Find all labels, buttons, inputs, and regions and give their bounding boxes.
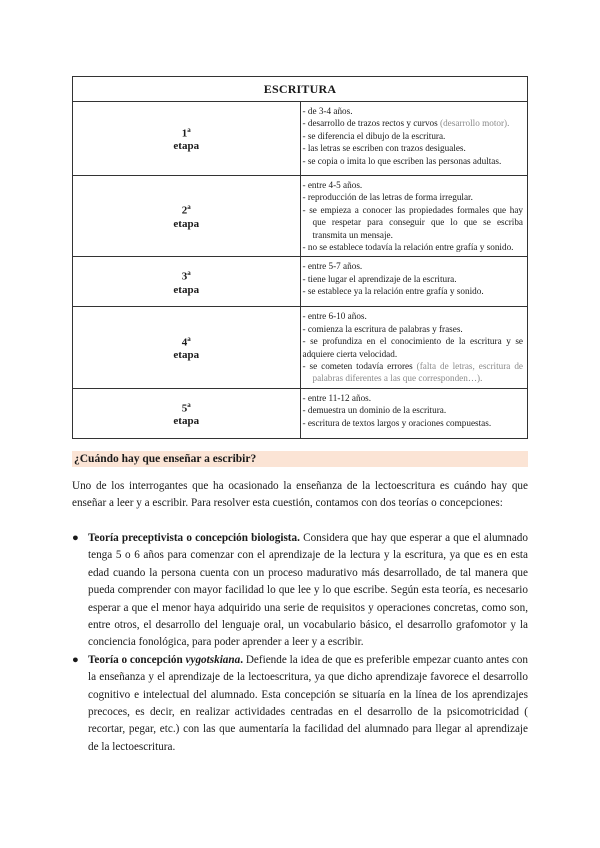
list-item: - se copia o imita lo que escriben las personas adultas. bbox=[302, 155, 502, 166]
list-item: - se establece ya la relación entre grafía y sonido. bbox=[302, 286, 484, 297]
gray-note: (falta de letras, escritura de palabras diferentes a las que corresponden…). bbox=[312, 361, 523, 384]
list-item: - desarrollo de trazos rectos y curvos (desarrollo motor). bbox=[302, 118, 510, 129]
list-item: - entre 4-5 años. bbox=[302, 180, 363, 190]
theory-title-end: . bbox=[240, 653, 244, 666]
stage-number: 5 bbox=[181, 402, 188, 415]
bullet-icon: ● bbox=[72, 531, 79, 544]
list-item: - entre 6-10 años. bbox=[302, 311, 367, 322]
stage-description bbox=[300, 257, 528, 307]
theory-title-italic: vygotskiana bbox=[185, 653, 241, 666]
list-item: - se empieza a conocer las propiedades formales que hay que respetar para conseguir que lo que se escriba transmita un mensaje. bbox=[302, 204, 523, 240]
theory-title: Teoría preceptivista o concepción biologista. bbox=[88, 531, 300, 544]
table-header-row bbox=[73, 77, 528, 102]
stage-word: etapa bbox=[173, 283, 200, 296]
table-row bbox=[73, 102, 528, 176]
gray-note: (desarrollo motor). bbox=[440, 118, 510, 129]
list-item: - comienza la escritura de palabras y frases. bbox=[302, 323, 463, 334]
theory-text: Considera que hay que esperar a que el alumnado tenga 5 o 6 años para comenzar con el aprendizaje de la lectura y la escritura, ya que es en esta edad cuando la persona cuenta con un proceso madurativo más desarrollado, de tal manera que pueda comprender con mayor facilidad lo que lee y lo que escribe. Según esta teoría, es necesario esperar a que el menor haya adquirido una serie de requisitos y operaciones concretas, como son, entre otros, el desarrollo del lenguaje oral, un vocabulario básico, el desarrollo grafomotor y la conciencia fonológica, para poder aprender a leer y a escribir. bbox=[88, 531, 528, 649]
stage-label bbox=[73, 176, 301, 257]
list-item: - reproducción de las letras de forma irregular. bbox=[302, 192, 473, 203]
list-item: - de 3-4 años. bbox=[302, 106, 353, 116]
writing-stages-table bbox=[72, 76, 528, 439]
stage-number: 1 bbox=[181, 127, 188, 140]
list-item bbox=[72, 530, 528, 652]
list-item: - demuestra un dominio de la escritura. bbox=[302, 405, 447, 416]
stage-label bbox=[73, 307, 301, 388]
stage-number: 3 bbox=[181, 270, 188, 283]
bullet-icon: ● bbox=[72, 653, 79, 666]
stage-ordinal: a bbox=[187, 400, 191, 409]
theory-text: Defiende la idea de que es preferible empezar cuanto antes con la enseñanza y el aprendizaje de la lectoescritura, ya que dicho aprendizaje favorece el desarrollo cognitivo e intelectual del alumnado. Esta concepción se situaría en la línea de los aprendizajes precoces, es decir, en realizar actividades centradas en el desarrollo de la psicomotricidad ( recortar, pegar, etc.) con las que aumentaría la facilidad del alumnado para llegar al aprendizaje de la lectoescritura. bbox=[88, 653, 528, 753]
stage-word: etapa bbox=[173, 349, 200, 362]
list-item: - entre 11-12 años. bbox=[302, 392, 372, 403]
stage-number: 4 bbox=[181, 336, 188, 349]
stage-number: 2 bbox=[181, 205, 188, 218]
section-heading: ¿Cuándo hay que enseñar a escribir? bbox=[72, 451, 528, 467]
table-row bbox=[73, 176, 528, 257]
list-item: - se profundiza en el conocimiento de la escritura y se adquiere cierta velocidad. bbox=[302, 336, 523, 359]
theories-list bbox=[72, 530, 528, 756]
stage-label bbox=[73, 388, 301, 438]
theory-title: Teoría o concepción bbox=[88, 653, 183, 666]
stage-label bbox=[73, 257, 301, 307]
list-item: - no se establece todavía la relación entre grafía y sonido. bbox=[302, 242, 514, 253]
stage-word: etapa bbox=[173, 140, 200, 153]
stage-ordinal: a bbox=[187, 269, 191, 278]
stage-ordinal: a bbox=[187, 125, 191, 134]
stage-description bbox=[300, 388, 528, 438]
list-item: - se diferencia el dibujo de la escritura. bbox=[302, 130, 446, 141]
table-row bbox=[73, 257, 528, 307]
table-row bbox=[73, 307, 528, 388]
stage-label bbox=[73, 102, 301, 176]
intro-paragraph: Uno de los interrogantes que ha ocasionado la enseñanza de la lectoescritura es cuándo hay que enseñar a leer y a escribir. Para resolver esta cuestión, contamos con dos teorías o concepciones: bbox=[72, 479, 528, 509]
table-title: ESCRITURA bbox=[73, 77, 528, 102]
list-item: - entre 5-7 años. bbox=[302, 261, 363, 272]
stage-description bbox=[300, 102, 528, 176]
stage-word: etapa bbox=[173, 415, 200, 428]
list-item: - escritura de textos largos y oraciones compuestas. bbox=[302, 417, 492, 428]
list-item: - tiene lugar el aprendizaje de la escritura. bbox=[302, 273, 457, 284]
list-item bbox=[72, 652, 528, 756]
list-item: - se cometen todavía errores (falta de letras, escritura de palabras diferentes a las que corresponden…). bbox=[302, 361, 523, 384]
stage-description bbox=[300, 307, 528, 388]
list-item: - las letras se escriben con trazos desiguales. bbox=[302, 143, 466, 154]
stage-word: etapa bbox=[173, 218, 200, 231]
stage-ordinal: a bbox=[187, 203, 191, 212]
table-row bbox=[73, 388, 528, 438]
stage-ordinal: a bbox=[187, 334, 191, 343]
document-page bbox=[72, 76, 528, 756]
stage-description bbox=[300, 176, 528, 257]
